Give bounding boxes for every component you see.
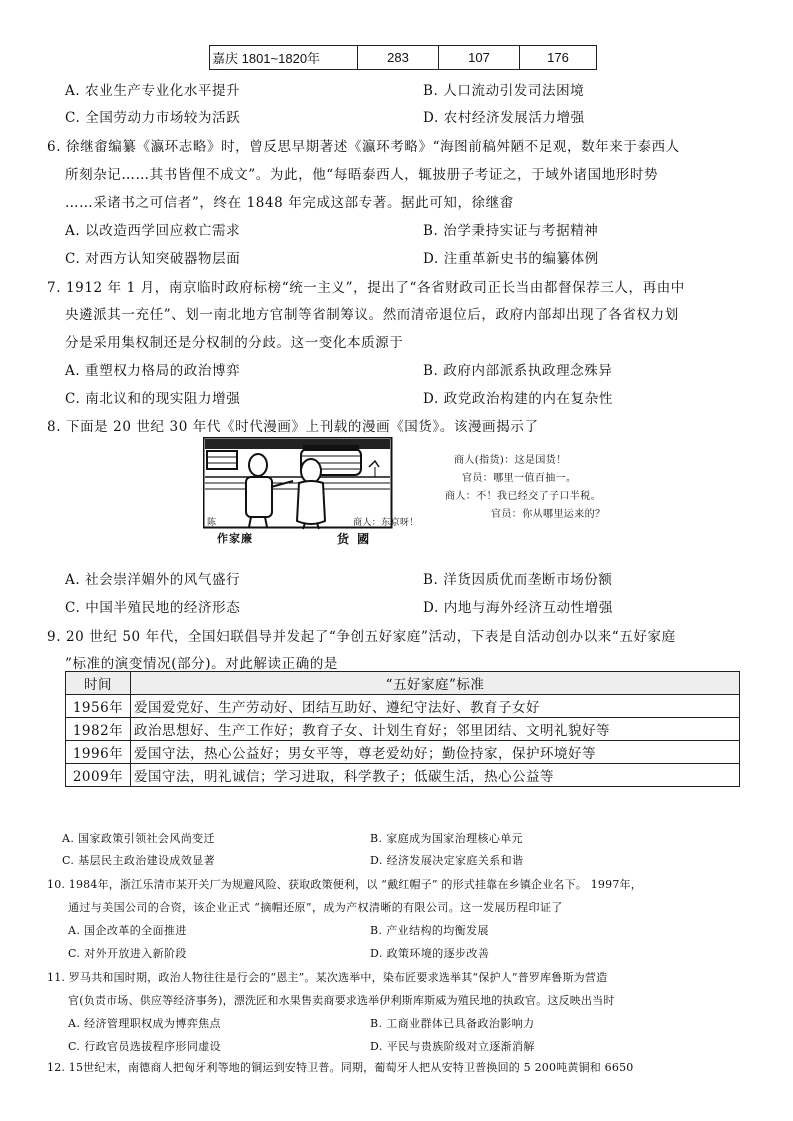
q7-stem-line3: 分是采用集权制还是分权制的分歧。这一变化本质源于	[65, 335, 404, 351]
q11-stem-line2: 官(负责市场、供应等经济事务)，漂洗匠和水果售卖商要求选举伊利斯库斯威为殖民地的执政官。这反映出当时	[68, 994, 615, 1007]
table-cell: 1982年	[66, 718, 131, 741]
q8-option-b: B. 洋货因质优而垄断市场份额	[423, 572, 613, 588]
comic-dialog-line: 官员：你从哪里运来的？	[491, 509, 606, 520]
table-cell: 1956年	[66, 695, 131, 718]
comic-author: 作家廉	[217, 532, 253, 545]
q6-stem-line1: 6. 徐继畬编纂《瀛环志略》时，曾反思早期著述《瀛环考略》“海图前稿舛陋不足观，数年来于泰西人	[47, 139, 680, 155]
table-cell: 2009年	[66, 764, 131, 787]
q5-option-a: A. 农业生产专业化水平提升	[65, 83, 241, 99]
q12-stem-line1: 12. 15世纪末，南德商人把匈牙利等地的铜运到安特卫普。同期，葡萄牙人把从安特卫普换回的 5 200吨黄铜和 6650	[47, 1061, 634, 1074]
table-row	[66, 764, 740, 787]
q7-option-d: D. 政党政治构建的内在复杂性	[423, 391, 613, 407]
table-row	[210, 46, 597, 70]
table-cell: 1996年	[66, 741, 131, 764]
five-good-family-table	[65, 671, 740, 787]
q8-option-a: A. 社会崇洋媚外的风气盛行	[65, 572, 241, 588]
q10-option-d: D. 政策环境的逐步改善	[370, 947, 490, 960]
q9-stem-line2: ”标准的演变情况(部分)。对此解读正确的是	[65, 656, 339, 672]
q7-stem-line1: 7. 1912 年 1 月，南京临时政府标榜“统一主义”，提出了“各省财政司正长当由都督保荐三人，再由中	[47, 280, 685, 296]
q10-option-c: C. 对外开放进入新阶段	[68, 947, 187, 960]
table-row	[66, 718, 740, 741]
q11-option-c: C. 行政官员选拔程序形同虚设	[68, 1040, 222, 1053]
q7-option-c: C. 南北议和的现实阻力增强	[65, 391, 241, 407]
q5-option-c: C. 全国劳动力市场较为活跃	[65, 110, 241, 126]
table-header-cell: 时间	[66, 672, 131, 695]
q7-option-a: A. 重塑权力格局的政治博弈	[65, 363, 241, 379]
q5-option-b: B. 人口流动引发司法困境	[423, 83, 585, 99]
comic-dialog-line: 商人(指货)：这是国货！	[454, 455, 567, 466]
q8-option-d: D. 内地与海外经济互动性增强	[423, 600, 613, 616]
table-cell: 107	[439, 46, 520, 70]
comic-dialog-line: 官员：哪里一值百抽一。	[462, 473, 577, 484]
table-header-cell: “五好家庭”标准	[131, 672, 740, 695]
q8-stem: 8. 下面是 20 世纪 30 年代《时代漫画》上刊载的漫画《国货》。该漫画揭示了	[47, 419, 539, 435]
table-cell: 嘉庆 1801~1820年	[210, 46, 358, 70]
table-cell: 爱国守法，热心公益好；男女平等，尊老爱幼好；勤俭持家，保护环境好等	[131, 741, 740, 764]
table-cell: 爱国守法，明礼诚信；学习进取，科学教子；低碳生活，热心公益等	[131, 764, 740, 787]
q6-option-d: D. 注重革新史书的编纂体例	[423, 251, 599, 267]
table-row	[66, 741, 740, 764]
q9-option-a: A. 国家政策引领社会风尚变迁	[62, 832, 215, 845]
q6-option-a: A. 以改造西学回应救亡需求	[65, 223, 241, 239]
comic-dialog-line: 商人：不！我已经交了子口半税。	[445, 491, 601, 502]
top-data-table	[209, 45, 597, 70]
svg-text:陈: 陈	[207, 518, 217, 528]
table-header-row	[66, 672, 740, 695]
q5-option-d: D. 农村经济发展活力增强	[423, 110, 585, 126]
comic-title: 货 國	[337, 532, 372, 546]
q7-option-b: B. 政府内部派系执政理念殊异	[423, 363, 613, 379]
q6-option-c: C. 对西方认知突破器物层面	[65, 251, 241, 267]
q10-option-a: A. 国企改革的全面推进	[68, 924, 187, 937]
table-row	[66, 695, 740, 718]
q9-option-c: C. 基层民主政治建设成效显著	[62, 854, 216, 867]
q6-option-b: B. 治学秉持实证与考据精神	[423, 223, 599, 239]
q10-option-b: B. 产业结构的均衡发展	[370, 924, 489, 937]
q8-option-c: C. 中国半殖民地的经济形态	[65, 600, 241, 616]
table-cell: 政治思想好、生产工作好；教育子女、计划生育好；邻里团结、文明礼貌好等	[131, 718, 740, 741]
q9-stem-line1: 9. 20 世纪 50 年代，全国妇联倡导并发起了“争创五好家庭”活动，下表是自活动创办以来“五好家庭	[47, 629, 676, 645]
q11-option-d: D. 平民与贵族阶级对立逐渐消解	[370, 1040, 535, 1053]
q6-stem-line2: 所刻杂记……其书皆俚不成文”。为此，他“每晤泰西人，辄披册子考证之，于域外诸国地形时势	[65, 167, 659, 183]
q11-option-b: B. 工商业群体已具备政治影响力	[370, 1017, 535, 1030]
q9-option-b: B. 家庭成为国家治理核心单元	[370, 832, 524, 845]
q10-stem-line2: 通过与美国公司的合资，该企业正式 “摘帽还原”，成为产权清晰的有限公司。这一发展历程印证了	[68, 901, 563, 914]
q7-stem-line2: 央遴派其一充任”、划一南北地方官制等省制筹议。然而清帝退位后，政府内部却出现了各省权力划	[65, 307, 679, 323]
table-cell: 爱国爱党好、生产劳动好、团结互助好、遵纪守法好、教育子女好	[131, 695, 740, 718]
q11-stem-line1: 11. 罗马共和国时期，政治人物往往是行会的“恩主”。某次选举中，染布匠要求选举其“保护人”普罗库鲁斯为营造	[47, 971, 608, 984]
comic-speech: 商人：东京呀！	[353, 518, 419, 528]
q6-stem-line3: ……采诸书之可信者”，终在 1848 年完成这部专著。据此可知，徐继畬	[65, 195, 514, 211]
q9-option-d: D. 经济发展决定家庭关系和谐	[370, 854, 524, 867]
q10-stem-line1: 10. 1984年，浙江乐清市某开关厂为规避风险、获取政策便利，以 “戴红帽子” 的形式挂靠在乡镇企业名下。 1997年，	[47, 878, 642, 891]
q11-option-a: A. 经济管理职权成为博弈焦点	[68, 1017, 221, 1030]
table-cell: 283	[358, 46, 439, 70]
table-cell: 176	[520, 46, 597, 70]
